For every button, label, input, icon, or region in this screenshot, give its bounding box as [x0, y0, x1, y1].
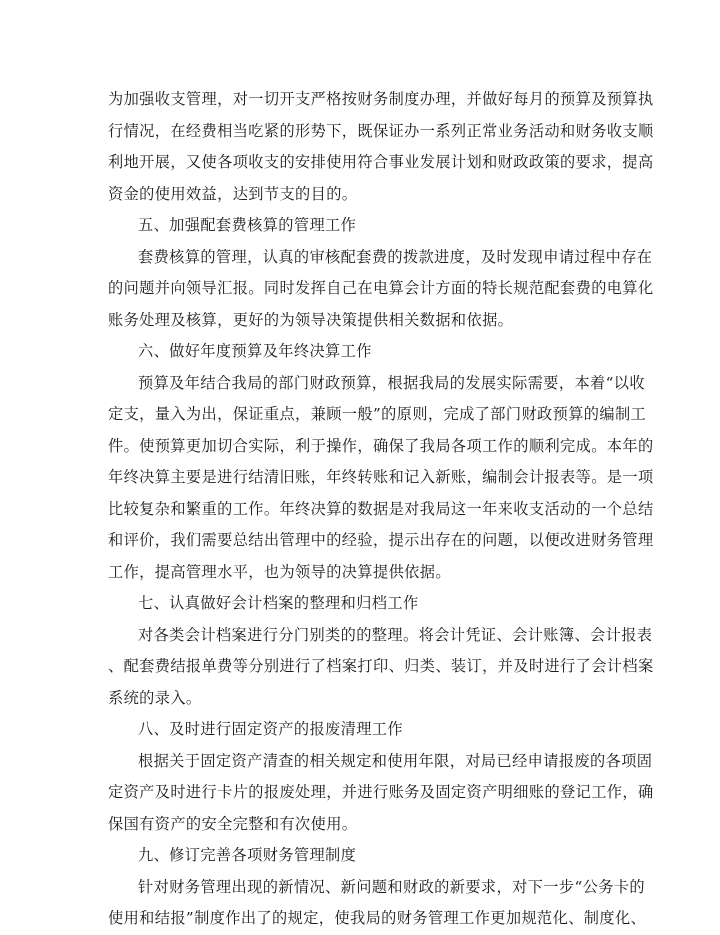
body-text-line: 年终决算主要是进行结清旧账，年终转账和记入新账，编制会计报表等。是一项 — [108, 468, 654, 486]
section-heading-5: 五、加强配套费核算的管理工作 — [138, 216, 357, 234]
body-text-line: 件。使预算更加切合实际，利于操作，确保了我局各项工作的顺利完成。本年的 — [108, 436, 654, 455]
section-heading-9: 九、修订完善各项财务管理制度 — [138, 846, 357, 864]
body-text-line: 保国有资产的安全完整和有次使用。 — [108, 814, 358, 833]
body-text-line: 针对财务管理出现的新情况、新问题和财政的新要求，对下一步“公务卡的 — [138, 877, 645, 896]
body-text-line: 为加强收支管理，对一切开支严格按财务制度办理，并做好每月的预算及预算执 — [108, 90, 654, 108]
body-text-line: 、配套费结报单费等分别进行了档案打印、归类、装订，并及时进行了会计档案 — [108, 657, 654, 675]
body-text-line: 行情况，在经费相当吃紧的形势下，既保证办一系列正常业务活动和财务收支顺 — [108, 121, 654, 140]
body-text-line: 定支，量入为出，保证重点，兼顾一般”的原则，完成了部门财政预算的编制工 — [108, 405, 647, 423]
body-text-line: 根据关于固定资产清查的相关规定和使用年限，对局已经申请报废的各项固 — [138, 751, 653, 770]
section-heading-7: 七、认真做好会计档案的整理和归档工作 — [138, 594, 419, 612]
body-text-line: 比较复杂和繁重的工作。年终决算的数据是对我局这一年来收支活动的一个总结 — [108, 499, 654, 518]
body-text-line: 和评价，我们需要总结出管理中的经验，提示出存在的问题，以便改进财务管理 — [108, 531, 654, 549]
body-text-line: 系统的录入。 — [108, 688, 202, 707]
section-heading-8: 八、及时进行固定资产的报废清理工作 — [138, 720, 403, 738]
body-text-line: 利地开展，又使各项收支的安排使用符合事业发展计划和财政政策的要求，提高 — [108, 153, 654, 171]
body-text-line: 套费核算的管理，认真的审核配套费的拨款进度，及时发现申请过程中存在 — [138, 247, 653, 266]
body-text-line: 使用和结报”制度作出了的规定，使我局的财务管理工作更加规范化、制度化、 — [108, 909, 647, 927]
body-text-line: 预算及年结合我局的部门财政预算，根据我局的发展实际需要，本着“以收 — [138, 373, 645, 392]
section-heading-6: 六、做好年度预算及年终决算工作 — [138, 342, 372, 360]
body-text-line: 工作，提高管理水平，也为领导的决算提供依据。 — [108, 562, 451, 581]
body-text-line: 对各类会计档案进行分门别类的的整理。将会计凭证、会计账簿、会计报表 — [138, 625, 653, 644]
body-text-line: 定资产及时进行卡片的报废处理，并进行账务及固定资产明细账的登记工作，确 — [108, 783, 654, 801]
body-text-line: 资金的使用效益，达到节支的目的。 — [108, 184, 358, 203]
document-page — [108, 84, 654, 935]
body-text-line: 的问题并向领导汇报。同时发挥自己在电算会计方面的特长规范配套费的电算化 — [108, 279, 654, 297]
body-text-line: 账务处理及核算，更好的为领导决策提供相关数据和依据。 — [108, 310, 514, 329]
